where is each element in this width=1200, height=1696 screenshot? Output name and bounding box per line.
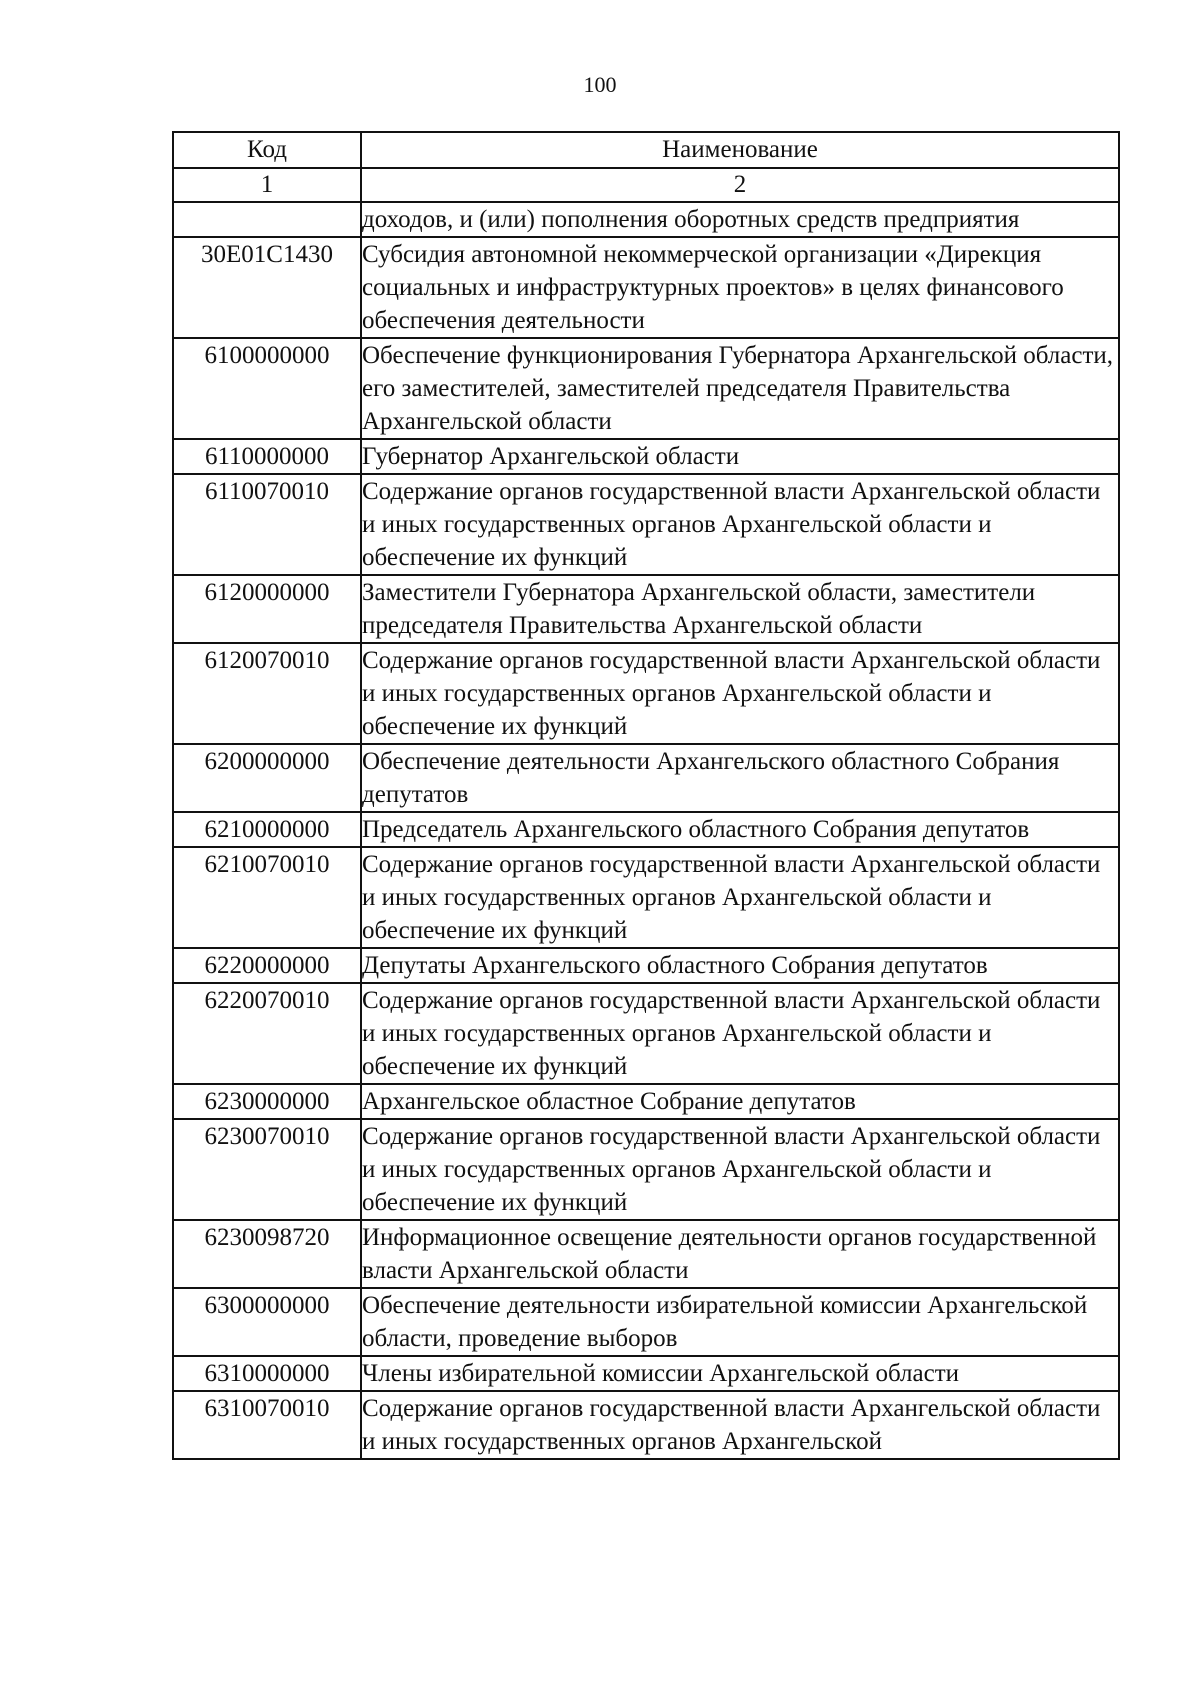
row-code: 6220000000 xyxy=(173,948,361,983)
column-number-2: 2 xyxy=(361,168,1119,202)
column-header-code: Код xyxy=(173,132,361,168)
row-code: 6230098720 xyxy=(173,1220,361,1288)
table-row xyxy=(173,744,1119,812)
page-number: 100 xyxy=(583,72,617,97)
table-row xyxy=(173,474,1119,575)
column-number-1: 1 xyxy=(173,168,361,202)
table-row xyxy=(173,575,1119,643)
row-name: Обеспечение деятельности Архангельского областного Собрания депутатов xyxy=(361,744,1119,812)
table-row xyxy=(173,1288,1119,1356)
table-row xyxy=(173,237,1119,338)
row-code: 6100000000 xyxy=(173,338,361,439)
row-name: Содержание органов государственной власти Архангельской области и иных государственных органов Архангельской области и обеспечение их функций xyxy=(361,643,1119,744)
row-name: Губернатор Архангельской области xyxy=(361,439,1119,474)
row-name: Обеспечение деятельности избирательной комиссии Архангельской области, проведение выборов xyxy=(361,1288,1119,1356)
row-code: 6230000000 xyxy=(173,1084,361,1119)
row-code: 6230070010 xyxy=(173,1119,361,1220)
row-name: Заместители Губернатора Архангельской области, заместители председателя Правительства Архангельской области xyxy=(361,575,1119,643)
row-code: 6120070010 xyxy=(173,643,361,744)
column-header-name: Наименование xyxy=(361,132,1119,168)
row-name: Содержание органов государственной власти Архангельской области и иных государственных органов Архангельской области и обеспечение их функций xyxy=(361,1119,1119,1220)
budget-code-table xyxy=(172,131,1120,1460)
row-name: Информационное освещение деятельности органов государственной власти Архангельской области xyxy=(361,1220,1119,1288)
row-name: Члены избирательной комиссии Архангельской области xyxy=(361,1356,1119,1391)
row-code: 6220070010 xyxy=(173,983,361,1084)
table-row xyxy=(173,812,1119,847)
table-row xyxy=(173,1391,1119,1459)
row-name: Содержание органов государственной власти Архангельской области и иных государственных органов Архангельской области и обеспечение их функций xyxy=(361,983,1119,1084)
table-row xyxy=(173,948,1119,983)
row-name: Субсидия автономной некоммерческой организации «Дирекция социальных и инфраструктурных проектов» в целях финансового обеспечения деятельности xyxy=(361,237,1119,338)
row-name: доходов, и (или) пополнения оборотных средств предприятия xyxy=(361,202,1119,237)
row-code xyxy=(173,202,361,237)
row-code: 6110070010 xyxy=(173,474,361,575)
row-name: Председатель Архангельского областного Собрания депутатов xyxy=(361,812,1119,847)
row-code: 6300000000 xyxy=(173,1288,361,1356)
row-code: 6310070010 xyxy=(173,1391,361,1459)
row-code: 6210070010 xyxy=(173,847,361,948)
column-numbering-row xyxy=(173,168,1119,202)
table-row xyxy=(173,1119,1119,1220)
row-name: Содержание органов государственной власти Архангельской области и иных государственных органов Архангельской xyxy=(361,1391,1119,1459)
row-name: Обеспечение функционирования Губернатора Архангельской области, его заместителей, заместителей председателя Правительства Архангельской области xyxy=(361,338,1119,439)
row-code: 6200000000 xyxy=(173,744,361,812)
table-row xyxy=(173,643,1119,744)
table-row xyxy=(173,338,1119,439)
table-row xyxy=(173,202,1119,237)
table-row xyxy=(173,1084,1119,1119)
row-name: Архангельское областное Собрание депутатов xyxy=(361,1084,1119,1119)
table-row xyxy=(173,1356,1119,1391)
row-code: 6110000000 xyxy=(173,439,361,474)
row-code: 6310000000 xyxy=(173,1356,361,1391)
row-name: Содержание органов государственной власти Архангельской области и иных государственных органов Архангельской области и обеспечение их функций xyxy=(361,474,1119,575)
table-body xyxy=(173,202,1119,1459)
table-header-row xyxy=(173,132,1119,168)
row-code: 6120000000 xyxy=(173,575,361,643)
row-code: 6210000000 xyxy=(173,812,361,847)
table-row xyxy=(173,1220,1119,1288)
row-code: 30E01С1430 xyxy=(173,237,361,338)
table-row xyxy=(173,439,1119,474)
table-row xyxy=(173,847,1119,948)
table-row xyxy=(173,983,1119,1084)
row-name: Депутаты Архангельского областного Собрания депутатов xyxy=(361,948,1119,983)
row-name: Содержание органов государственной власти Архангельской области и иных государственных органов Архангельской области и обеспечение их функций xyxy=(361,847,1119,948)
